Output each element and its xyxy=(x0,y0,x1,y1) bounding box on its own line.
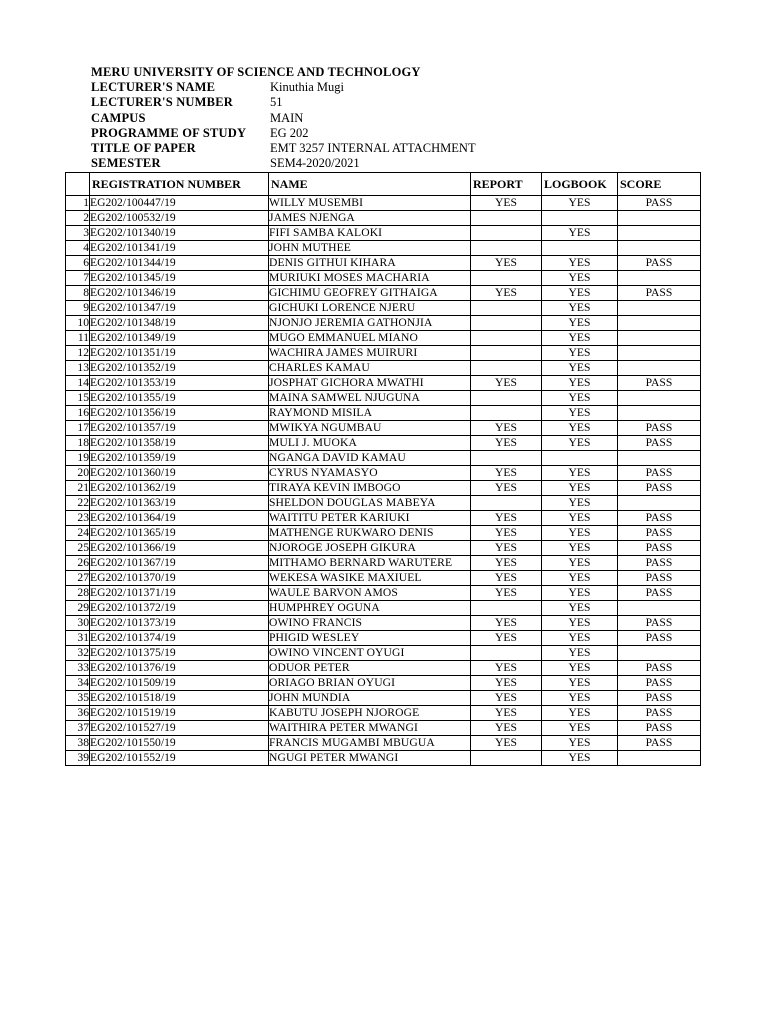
score-value: PASS xyxy=(618,541,701,556)
logbook-status: YES xyxy=(542,586,618,601)
report-status xyxy=(471,391,542,406)
row-number: 3 xyxy=(66,226,90,241)
field-value: EMT 3257 INTERNAL ATTACHMENT xyxy=(270,140,476,155)
lecturer-name-row xyxy=(91,80,421,95)
paper-title-row xyxy=(91,140,476,156)
registration-number: EG202/100447/19 xyxy=(90,196,269,211)
table-row xyxy=(66,601,701,616)
column-header-logbook: LOGBOOK xyxy=(542,173,618,196)
row-number: 17 xyxy=(66,421,90,436)
report-status: YES xyxy=(471,421,542,436)
row-number: 2 xyxy=(66,211,90,226)
report-status: YES xyxy=(471,481,542,496)
score-value xyxy=(618,361,701,376)
report-status xyxy=(471,316,542,331)
report-status: YES xyxy=(471,286,542,301)
student-name: MITHAMO BERNARD WARUTERE xyxy=(269,556,471,571)
row-number: 8 xyxy=(66,286,90,301)
student-name: OWINO FRANCIS xyxy=(269,616,471,631)
registration-number: EG202/101371/19 xyxy=(90,586,269,601)
row-number: 21 xyxy=(66,481,90,496)
score-value: PASS xyxy=(618,376,701,391)
registration-number: EG202/101360/19 xyxy=(90,466,269,481)
student-name: FIFI SAMBA KALOKI xyxy=(269,226,471,241)
student-name: HUMPHREY OGUNA xyxy=(269,601,471,616)
report-status xyxy=(471,451,542,466)
report-status: YES xyxy=(471,706,542,721)
registration-number: EG202/101550/19 xyxy=(90,736,269,751)
score-value xyxy=(618,451,701,466)
row-number: 39 xyxy=(66,751,90,766)
field-value: EG 202 xyxy=(270,125,309,140)
registration-number: EG202/100532/19 xyxy=(90,211,269,226)
table-row xyxy=(66,376,701,391)
table-row xyxy=(66,706,701,721)
student-name: NJONJO JEREMIA GATHONJIA xyxy=(269,316,471,331)
report-status xyxy=(471,301,542,316)
document-header xyxy=(91,65,476,171)
field-value: SEM4-2020/2021 xyxy=(270,156,360,171)
report-status xyxy=(471,496,542,511)
report-status: YES xyxy=(471,376,542,391)
student-name: GICHUKI LORENCE NJERU xyxy=(269,301,471,316)
programme-row xyxy=(91,126,421,141)
logbook-status: YES xyxy=(542,541,618,556)
table-row xyxy=(66,661,701,676)
registration-number: EG202/101340/19 xyxy=(90,226,269,241)
student-name: RAYMOND MISILA xyxy=(269,406,471,421)
student-table xyxy=(65,172,701,766)
registration-number: EG202/101365/19 xyxy=(90,526,269,541)
registration-number: EG202/101509/19 xyxy=(90,676,269,691)
score-value: PASS xyxy=(618,481,701,496)
registration-number: EG202/101341/19 xyxy=(90,241,269,256)
logbook-status: YES xyxy=(542,481,618,496)
student-name: ORIAGO BRIAN OYUGI xyxy=(269,676,471,691)
logbook-status: YES xyxy=(542,301,618,316)
report-status xyxy=(471,241,542,256)
registration-number: EG202/101367/19 xyxy=(90,556,269,571)
report-status xyxy=(471,361,542,376)
score-value: PASS xyxy=(618,721,701,736)
student-name: WAITHIRA PETER MWANGI xyxy=(269,721,471,736)
score-value xyxy=(618,496,701,511)
report-status: YES xyxy=(471,196,542,211)
student-name: WEKESA WASIKE MAXIUEL xyxy=(269,571,471,586)
logbook-status: YES xyxy=(542,226,618,241)
report-status: YES xyxy=(471,541,542,556)
student-name: TIRAYA KEVIN IMBOGO xyxy=(269,481,471,496)
logbook-status: YES xyxy=(542,346,618,361)
row-number: 7 xyxy=(66,271,90,286)
field-value: MAIN xyxy=(270,110,304,125)
logbook-status: YES xyxy=(542,406,618,421)
table-body xyxy=(66,196,701,766)
column-header-number xyxy=(66,173,90,196)
score-value xyxy=(618,751,701,766)
logbook-status xyxy=(542,451,618,466)
score-value xyxy=(618,241,701,256)
logbook-status: YES xyxy=(542,196,618,211)
score-value: PASS xyxy=(618,466,701,481)
lecturer-number-row xyxy=(91,95,421,110)
registration-number: EG202/101372/19 xyxy=(90,601,269,616)
table-row xyxy=(66,256,701,271)
logbook-status: YES xyxy=(542,466,618,481)
university-row xyxy=(91,65,421,80)
semester-row xyxy=(91,156,421,171)
table-row xyxy=(66,451,701,466)
student-name: CHARLES KAMAU xyxy=(269,361,471,376)
table-row xyxy=(66,496,701,511)
table-row xyxy=(66,751,701,766)
score-value: PASS xyxy=(618,706,701,721)
score-value: PASS xyxy=(618,736,701,751)
row-number: 19 xyxy=(66,451,90,466)
row-number: 6 xyxy=(66,256,90,271)
score-value: PASS xyxy=(618,196,701,211)
logbook-status: YES xyxy=(542,556,618,571)
registration-number: EG202/101375/19 xyxy=(90,646,269,661)
row-number: 23 xyxy=(66,511,90,526)
logbook-status: YES xyxy=(542,676,618,691)
logbook-status: YES xyxy=(542,571,618,586)
table-row xyxy=(66,676,701,691)
student-name: MATHENGE RUKWARO DENIS xyxy=(269,526,471,541)
table-row xyxy=(66,586,701,601)
row-number: 18 xyxy=(66,436,90,451)
student-name: MURIUKI MOSES MACHARIA xyxy=(269,271,471,286)
logbook-status: YES xyxy=(542,391,618,406)
row-number: 33 xyxy=(66,661,90,676)
score-value: PASS xyxy=(618,511,701,526)
column-header-registration: REGISTRATION NUMBER xyxy=(90,173,269,196)
score-value xyxy=(618,226,701,241)
report-status: YES xyxy=(471,526,542,541)
logbook-status: YES xyxy=(542,661,618,676)
registration-number: EG202/101346/19 xyxy=(90,286,269,301)
score-value: PASS xyxy=(618,661,701,676)
row-number: 35 xyxy=(66,691,90,706)
registration-number: EG202/101345/19 xyxy=(90,271,269,286)
table-row xyxy=(66,556,701,571)
logbook-status: YES xyxy=(542,751,618,766)
report-status: YES xyxy=(471,556,542,571)
student-name: KABUTU JOSEPH NJOROGE xyxy=(269,706,471,721)
logbook-status: YES xyxy=(542,361,618,376)
row-number: 12 xyxy=(66,346,90,361)
registration-number: EG202/101351/19 xyxy=(90,346,269,361)
student-name: CYRUS NYAMASYO xyxy=(269,466,471,481)
table-row xyxy=(66,616,701,631)
report-status: YES xyxy=(471,511,542,526)
row-number: 14 xyxy=(66,376,90,391)
university-name: MERU UNIVERSITY OF SCIENCE AND TECHNOLOGY xyxy=(91,65,421,79)
logbook-status: YES xyxy=(542,691,618,706)
logbook-status: YES xyxy=(542,616,618,631)
student-name: NGUGI PETER MWANGI xyxy=(269,751,471,766)
score-value: PASS xyxy=(618,616,701,631)
logbook-status: YES xyxy=(542,706,618,721)
score-value xyxy=(618,391,701,406)
row-number: 13 xyxy=(66,361,90,376)
report-status: YES xyxy=(471,436,542,451)
student-name: PHIGID WESLEY xyxy=(269,631,471,646)
registration-number: EG202/101519/19 xyxy=(90,706,269,721)
registration-number: EG202/101357/19 xyxy=(90,421,269,436)
student-name: MAINA SAMWEL NJUGUNA xyxy=(269,391,471,406)
table-row xyxy=(66,316,701,331)
table-row xyxy=(66,571,701,586)
row-number: 11 xyxy=(66,331,90,346)
registration-number: EG202/101527/19 xyxy=(90,721,269,736)
report-status: YES xyxy=(471,466,542,481)
row-number: 1 xyxy=(66,196,90,211)
row-number: 16 xyxy=(66,406,90,421)
report-status: YES xyxy=(471,691,542,706)
table-row xyxy=(66,286,701,301)
row-number: 25 xyxy=(66,541,90,556)
student-name: JOSPHAT GICHORA MWATHI xyxy=(269,376,471,391)
row-number: 32 xyxy=(66,646,90,661)
campus-row xyxy=(91,111,421,126)
registration-number: EG202/101355/19 xyxy=(90,391,269,406)
report-status: YES xyxy=(471,571,542,586)
report-status: YES xyxy=(471,256,542,271)
row-number: 15 xyxy=(66,391,90,406)
score-value xyxy=(618,646,701,661)
field-value: 51 xyxy=(270,95,283,110)
registration-number: EG202/101363/19 xyxy=(90,496,269,511)
registration-number: EG202/101518/19 xyxy=(90,691,269,706)
table-row xyxy=(66,346,701,361)
logbook-status xyxy=(542,211,618,226)
student-name: NGANGA DAVID KAMAU xyxy=(269,451,471,466)
registration-number: EG202/101373/19 xyxy=(90,616,269,631)
student-name: MULI J. MUOKA xyxy=(269,436,471,451)
row-number: 38 xyxy=(66,736,90,751)
row-number: 37 xyxy=(66,721,90,736)
logbook-status: YES xyxy=(542,526,618,541)
row-number: 30 xyxy=(66,616,90,631)
registration-number: EG202/101376/19 xyxy=(90,661,269,676)
report-status xyxy=(471,346,542,361)
logbook-status: YES xyxy=(542,646,618,661)
report-status: YES xyxy=(471,721,542,736)
report-status xyxy=(471,331,542,346)
table-row xyxy=(66,226,701,241)
logbook-status: YES xyxy=(542,421,618,436)
field-label: LECTURER'S NUMBER xyxy=(91,95,233,110)
logbook-status: YES xyxy=(542,496,618,511)
table-row xyxy=(66,301,701,316)
table-row xyxy=(66,241,701,256)
student-name: GICHIMU GEOFREY GITHAIGA xyxy=(269,286,471,301)
row-number: 28 xyxy=(66,586,90,601)
score-value xyxy=(618,346,701,361)
student-name: DENIS GITHUI KIHARA xyxy=(269,256,471,271)
row-number: 27 xyxy=(66,571,90,586)
table-row xyxy=(66,646,701,661)
table-row xyxy=(66,721,701,736)
score-value: PASS xyxy=(618,571,701,586)
table-row xyxy=(66,541,701,556)
score-value: PASS xyxy=(618,256,701,271)
registration-number: EG202/101352/19 xyxy=(90,361,269,376)
student-name: WACHIRA JAMES MUIRURI xyxy=(269,346,471,361)
registration-number: EG202/101356/19 xyxy=(90,406,269,421)
registration-number: EG202/101349/19 xyxy=(90,331,269,346)
table-row xyxy=(66,391,701,406)
table-row xyxy=(66,436,701,451)
field-value: Kinuthia Mugi xyxy=(270,80,344,95)
registration-number: EG202/101348/19 xyxy=(90,316,269,331)
student-name: OWINO VINCENT OYUGI xyxy=(269,646,471,661)
student-name: MUGO EMMANUEL MIANO xyxy=(269,331,471,346)
report-status: YES xyxy=(471,616,542,631)
registration-number: EG202/101353/19 xyxy=(90,376,269,391)
registration-number: EG202/101344/19 xyxy=(90,256,269,271)
table-row xyxy=(66,736,701,751)
report-status xyxy=(471,226,542,241)
row-number: 29 xyxy=(66,601,90,616)
score-value: PASS xyxy=(618,436,701,451)
field-label: SEMESTER xyxy=(91,156,161,171)
score-value xyxy=(618,271,701,286)
table-row xyxy=(66,196,701,211)
field-label: LECTURER'S NAME xyxy=(91,80,216,95)
score-value xyxy=(618,316,701,331)
column-header-report: REPORT xyxy=(471,173,542,196)
student-name: WAITITU PETER KARIUKI xyxy=(269,511,471,526)
field-label: PROGRAMME OF STUDY xyxy=(91,125,247,140)
registration-number: EG202/101358/19 xyxy=(90,436,269,451)
report-status: YES xyxy=(471,676,542,691)
report-status xyxy=(471,211,542,226)
registration-number: EG202/101370/19 xyxy=(90,571,269,586)
score-value xyxy=(618,301,701,316)
score-value xyxy=(618,331,701,346)
column-header-score: SCORE xyxy=(618,173,701,196)
table-row xyxy=(66,631,701,646)
table-row xyxy=(66,511,701,526)
registration-number: EG202/101347/19 xyxy=(90,301,269,316)
score-value: PASS xyxy=(618,556,701,571)
logbook-status xyxy=(542,241,618,256)
logbook-status: YES xyxy=(542,286,618,301)
row-number: 10 xyxy=(66,316,90,331)
table-row xyxy=(66,271,701,286)
table-header-row xyxy=(66,173,701,196)
column-header-name: NAME xyxy=(269,173,471,196)
score-value: PASS xyxy=(618,676,701,691)
table-row xyxy=(66,361,701,376)
row-number: 34 xyxy=(66,676,90,691)
registration-number: EG202/101552/19 xyxy=(90,751,269,766)
row-number: 22 xyxy=(66,496,90,511)
report-status xyxy=(471,601,542,616)
score-value: PASS xyxy=(618,286,701,301)
registration-number: EG202/101362/19 xyxy=(90,481,269,496)
report-status: YES xyxy=(471,586,542,601)
report-status: YES xyxy=(471,661,542,676)
report-status xyxy=(471,751,542,766)
field-label: TITLE OF PAPER xyxy=(91,140,196,155)
logbook-status: YES xyxy=(542,331,618,346)
table-row xyxy=(66,406,701,421)
score-value xyxy=(618,211,701,226)
student-name: JOHN MUNDIA xyxy=(269,691,471,706)
table-row xyxy=(66,466,701,481)
table-row xyxy=(66,331,701,346)
score-value: PASS xyxy=(618,691,701,706)
student-name: NJOROGE JOSEPH GIKURA xyxy=(269,541,471,556)
report-status xyxy=(471,406,542,421)
table-row xyxy=(66,421,701,436)
logbook-status: YES xyxy=(542,736,618,751)
report-status: YES xyxy=(471,736,542,751)
table-row xyxy=(66,481,701,496)
registration-number: EG202/101374/19 xyxy=(90,631,269,646)
student-name: JOHN MUTHEE xyxy=(269,241,471,256)
student-name: WILLY MUSEMBI xyxy=(269,196,471,211)
logbook-status: YES xyxy=(542,271,618,286)
logbook-status: YES xyxy=(542,511,618,526)
row-number: 4 xyxy=(66,241,90,256)
score-value: PASS xyxy=(618,421,701,436)
student-name: SHELDON DOUGLAS MABEYA xyxy=(269,496,471,511)
report-status: YES xyxy=(471,631,542,646)
logbook-status: YES xyxy=(542,601,618,616)
report-status xyxy=(471,271,542,286)
score-value xyxy=(618,601,701,616)
report-status xyxy=(471,646,542,661)
score-value: PASS xyxy=(618,526,701,541)
logbook-status: YES xyxy=(542,436,618,451)
score-value: PASS xyxy=(618,586,701,601)
row-number: 20 xyxy=(66,466,90,481)
logbook-status: YES xyxy=(542,631,618,646)
logbook-status: YES xyxy=(542,376,618,391)
row-number: 26 xyxy=(66,556,90,571)
student-name: JAMES NJENGA xyxy=(269,211,471,226)
table-row xyxy=(66,526,701,541)
table-row xyxy=(66,691,701,706)
row-number: 24 xyxy=(66,526,90,541)
logbook-status: YES xyxy=(542,721,618,736)
field-label: CAMPUS xyxy=(91,110,146,125)
student-name: FRANCIS MUGAMBI MBUGUA xyxy=(269,736,471,751)
score-value xyxy=(618,406,701,421)
registration-number: EG202/101364/19 xyxy=(90,511,269,526)
row-number: 9 xyxy=(66,301,90,316)
logbook-status: YES xyxy=(542,316,618,331)
student-name: MWIKYA NGUMBAU xyxy=(269,421,471,436)
student-name: ODUOR PETER xyxy=(269,661,471,676)
score-value: PASS xyxy=(618,631,701,646)
registration-number: EG202/101359/19 xyxy=(90,451,269,466)
row-number: 31 xyxy=(66,631,90,646)
registration-number: EG202/101366/19 xyxy=(90,541,269,556)
logbook-status: YES xyxy=(542,256,618,271)
row-number: 36 xyxy=(66,706,90,721)
table-row xyxy=(66,211,701,226)
student-name: WAULE BARVON AMOS xyxy=(269,586,471,601)
